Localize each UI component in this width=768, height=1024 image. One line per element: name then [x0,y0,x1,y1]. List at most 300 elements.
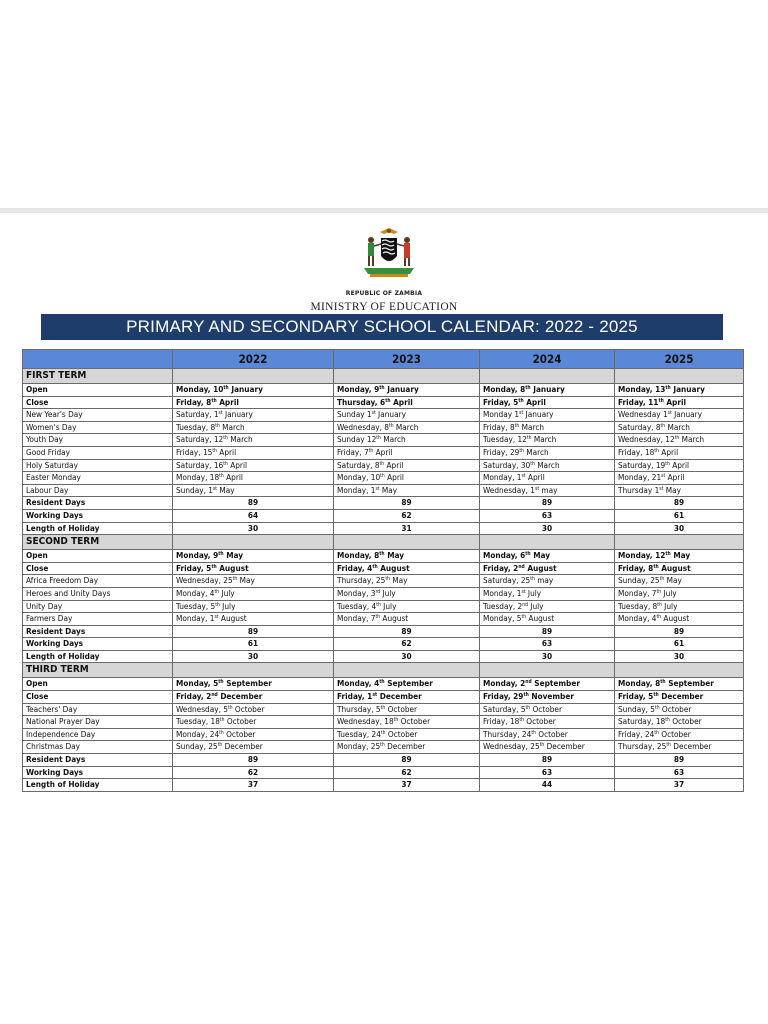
ordinal-suffix: th [211,563,217,570]
cell-text: 30 [401,650,412,661]
ordinal-suffix: th [523,692,529,699]
cell-text: Thursday, 5 [337,703,381,714]
cell-text: December [377,691,422,702]
cell-text: 31 [401,522,412,533]
date-cell [615,434,744,447]
date-cell [480,703,615,716]
cell-text: Tuesday, 8 [176,421,216,432]
cell-text: 89 [247,754,259,765]
date-cell [480,728,615,741]
cell-text: October [669,716,702,727]
cell-text: 89 [541,625,553,636]
cell-text: Wednesday, 25 [176,575,233,586]
date-cell [334,434,480,447]
ordinal-suffix: th [526,435,532,442]
page-divider [0,208,768,213]
date-cell [334,409,480,422]
date-cell [334,754,480,767]
date-cell [173,779,334,792]
cell-text: Monday, 4 [337,678,380,689]
cell-text: April [216,396,239,407]
term-heading-blank [334,535,480,550]
date-cell [334,421,480,434]
date-cell [615,613,744,626]
cell-text: Saturday, 1 [176,409,219,420]
date-cell [615,509,744,522]
row-label: Teachers' Day [23,703,173,716]
ordinal-suffix: st [372,692,378,699]
date-cell [173,703,334,716]
year-header: 2022 [173,350,334,369]
ordinal-suffix: th [530,576,535,583]
cell-text: August [218,613,247,624]
table-row [23,421,744,434]
table-row [23,434,744,447]
ordinal-suffix: th [653,692,659,699]
date-cell [334,600,480,613]
date-cell [615,766,744,779]
term-heading-row [23,663,744,678]
cell-text: October [659,703,692,714]
date-cell [615,562,744,575]
cell-text: 62 [247,766,259,777]
date-cell [615,716,744,729]
ordinal-suffix: nd [211,692,218,699]
date-cell [615,600,744,613]
row-label: Unity Day [23,600,173,613]
cell-text: Thursday, 25 [337,575,386,586]
cell-text: 37 [673,779,685,790]
cell-text: Sunday 1 [337,409,372,420]
cell-text: Friday, 5 [176,562,212,573]
cell-text: July [219,587,235,598]
cell-text: August [380,613,409,624]
table-row [23,550,744,563]
term-heading-blank [173,663,334,678]
cell-text: 30 [673,650,685,661]
ordinal-suffix: th [665,385,671,391]
cell-text: Sunday, 25 [176,741,218,752]
date-cell [334,562,480,575]
date-cell [615,446,744,459]
cell-text: Monday, 3 [337,587,376,598]
ordinal-suffix: st [521,473,526,480]
ordinal-suffix: th [219,717,225,724]
ordinal-suffix: th [223,435,228,442]
table-row [23,766,744,779]
ordinal-suffix: th [654,704,660,711]
cell-text: April [669,459,690,470]
cell-text: July [661,587,677,598]
cell-text: Monday, 2 [483,678,526,689]
cell-text: May [670,550,691,561]
cell-text: Sunday 12 [337,434,377,445]
cell-text: Thursday 1 [618,484,660,495]
cell-text: Friday, 5 [618,691,654,702]
school-calendar-table [22,349,744,792]
date-cell [480,678,615,691]
coat-of-arms-icon [358,226,420,288]
header-blank-cell [23,350,173,369]
row-label: Open [23,550,173,563]
date-cell [334,484,480,497]
ordinal-suffix: th [666,742,671,749]
date-cell [480,550,615,563]
row-label: Christmas Day [23,741,173,754]
cell-text: April [665,472,685,483]
ordinal-suffix: th [656,588,662,595]
cell-text: Monday, 6 [483,550,526,561]
date-cell [334,625,480,638]
row-label: Farmers Day [23,613,173,626]
cell-text: Monday, 10 [176,384,224,394]
cell-text: April [216,446,237,457]
cell-text: December [544,741,585,752]
date-cell [334,509,480,522]
cell-text: October [223,728,256,739]
cell-text: Friday, 5 [483,396,519,407]
ordinal-suffix: th [660,422,666,429]
cell-text: April [227,459,248,470]
ordinal-suffix: th [379,385,385,391]
ordinal-suffix: nd [518,563,525,570]
term-heading-blank [615,663,744,678]
cell-text: 89 [541,497,553,508]
cell-text: Monday, 21 [618,472,662,483]
cell-text: 30 [541,522,553,533]
ordinal-suffix: th [215,422,220,429]
table-row [23,384,744,397]
cell-text: Monday, 1 [483,472,522,483]
date-cell [480,741,615,754]
cell-text: Monday, 13 [618,384,666,394]
cell-text: May [217,484,235,495]
ordinal-suffix: nd [522,601,528,608]
cell-text: March [393,421,419,432]
year-header: 2025 [615,350,744,369]
cell-text: May [379,484,398,495]
cell-text: September [384,678,433,689]
cell-text: Friday, 1 [337,691,373,702]
ordinal-suffix: th [525,551,531,558]
ordinal-suffix: th [375,614,381,621]
ordinal-suffix: th [665,551,671,558]
ministry-name: MINISTRY OF EDUCATION [310,301,458,313]
date-cell [480,716,615,729]
row-label: Working Days [23,638,173,651]
cell-text: Friday, 2 [176,691,212,702]
term-heading: SECOND TERM [23,535,173,550]
ordinal-suffix: st [667,410,672,417]
cell-text: 30 [673,522,685,533]
cell-text: 89 [541,754,553,765]
cell-text: April [223,472,243,483]
cell-text: October [385,728,418,739]
cell-text: December [670,741,712,752]
date-cell [334,575,480,588]
cell-text: January [222,409,253,420]
ordinal-suffix: th [372,563,378,570]
date-cell [615,638,744,651]
ordinal-suffix: th [223,385,229,391]
row-label: Open [23,678,173,691]
ordinal-suffix: th [525,385,531,391]
cell-text: Monday, 7 [618,587,657,598]
table-row [23,497,744,510]
date-cell [173,459,334,472]
ordinal-suffix: th [656,614,662,621]
ordinal-suffix: th [376,601,381,608]
cell-text: Monday, 9 [337,384,380,394]
cell-text: August [216,562,249,573]
table-row [23,625,744,638]
cell-text: Wednesday, 8 [337,421,389,432]
cell-text: Wednesday, 12 [618,434,675,445]
date-cell [173,421,334,434]
date-cell [173,600,334,613]
ordinal-suffix: th [674,435,680,442]
date-cell [173,484,334,497]
cell-text: 62 [401,509,412,520]
cell-text: Monday, 18 [176,472,220,483]
date-cell [480,691,615,704]
row-label: Close [23,396,173,409]
term-heading-row [23,369,744,384]
cell-text: 63 [541,766,553,777]
term-heading-blank [334,663,480,678]
table-row [23,703,744,716]
cell-text: Friday, 18 [618,446,655,457]
date-cell [615,691,744,704]
ordinal-suffix: th [217,742,223,749]
row-label: Length of Holiday [23,522,173,535]
date-cell [334,766,480,779]
date-cell [480,625,615,638]
date-cell [334,522,480,535]
cell-text: October [232,703,265,714]
table-row [23,678,744,691]
table-row [23,600,744,613]
ordinal-suffix: th [211,397,217,404]
ordinal-suffix: th [519,447,524,454]
date-cell [480,575,615,588]
date-cell [480,522,615,535]
cell-text: March [665,421,690,432]
term-heading-blank [173,369,334,384]
cell-text: December [222,741,263,752]
date-cell [173,638,334,651]
date-cell [173,396,334,409]
date-cell [615,497,744,510]
table-row [23,472,744,485]
ordinal-suffix: th [388,422,394,429]
date-cell [173,691,334,704]
cell-text: 30 [541,650,553,661]
cell-text: 64 [247,509,259,520]
row-label: Resident Days [23,754,173,767]
cell-text: Friday, 7 [337,446,369,457]
cell-text: October [658,728,691,739]
cell-text: Friday, 29 [483,446,520,457]
cell-text: Friday, 4 [337,562,373,573]
table-row [23,741,744,754]
ordinal-suffix: st [218,410,223,417]
cell-text: October [398,716,431,727]
ordinal-suffix: th [380,742,385,749]
cell-text: April [373,446,393,457]
cell-text: July [219,600,236,611]
date-cell [173,509,334,522]
cell-text: January [228,384,263,394]
date-cell [173,409,334,422]
ordinal-suffix: th [214,588,220,595]
cell-text: January [670,384,705,394]
date-cell [615,728,744,741]
date-cell [480,409,615,422]
cell-text: January [523,409,554,420]
date-cell [480,766,615,779]
ordinal-suffix: th [530,460,535,467]
cell-text: Friday, 29 [483,691,524,702]
ordinal-suffix: th [215,601,220,608]
table-row [23,484,744,497]
row-label: Working Days [23,509,173,522]
date-cell [173,766,334,779]
ordinal-suffix: th [219,473,224,480]
cell-text: July [527,600,544,611]
cell-text: November [528,691,574,702]
date-cell [334,716,480,729]
cell-text: 89 [673,754,685,765]
ordinal-suffix: th [368,447,374,454]
ordinal-suffix: th [393,717,399,724]
cell-text: Monday, 25 [337,741,381,752]
ordinal-suffix: th [227,704,233,711]
table-row [23,779,744,792]
cell-text: Friday, 8 [618,562,654,573]
cell-text: Monday, 4 [176,587,215,598]
cell-text: April [663,396,687,407]
date-cell [615,703,744,716]
date-cell [480,472,615,485]
date-cell [173,522,334,535]
cell-text: Tuesday, 4 [337,600,377,611]
term-heading-blank [334,369,480,384]
date-cell [480,587,615,600]
cell-text: Monday, 1 [483,587,522,598]
cell-text: January [671,409,703,420]
cell-text: August [658,562,691,573]
term-heading-blank [480,369,615,384]
cell-text: Monday, 5 [176,678,219,689]
term-heading: FIRST TERM [23,369,173,384]
cell-text: January [375,409,406,420]
date-cell [173,678,334,691]
cell-text: Monday, 12 [618,550,666,561]
row-label: Resident Days [23,497,173,510]
cell-text: Tuesday, 24 [337,728,381,739]
row-label: Heroes and Unity Days [23,587,173,600]
date-cell [480,384,615,397]
ordinal-suffix: st [521,588,526,595]
ordinal-suffix: th [659,576,665,583]
date-cell [334,691,480,704]
cell-text: August [661,613,690,624]
cell-text: Tuesday, 2 [483,600,523,611]
cell-text: March [219,421,245,432]
cell-text: July [380,600,397,611]
date-cell [615,384,744,397]
cell-text: Monday, 7 [337,613,376,624]
cell-text: Wednesday, 1 [483,484,535,495]
term-heading-blank [615,369,744,384]
table-row [23,562,744,575]
cell-text: May [389,575,408,586]
calendar-title: PRIMARY AND SECONDARY SCHOOL CALENDAR: 2022 - 2025 [41,314,723,340]
cell-text: March [534,459,560,470]
date-cell [480,779,615,792]
cell-text: Wednesday, 25 [483,741,540,752]
cell-text: April [523,396,546,407]
cell-text: March [523,446,549,457]
row-label: Working Days [23,766,173,779]
cell-text: January [530,384,565,394]
row-label: Youth Day [23,434,173,447]
crest-caption: REPUBLIC OF ZAMBIA [345,290,423,297]
ordinal-suffix: th [218,551,224,558]
cell-text: Tuesday, 5 [176,600,216,611]
row-label: Length of Holiday [23,650,173,663]
row-label: Open [23,384,173,397]
table-row [23,509,744,522]
cell-text: October [530,703,562,714]
ordinal-suffix: st [214,614,219,621]
row-label: New Year's Day [23,409,173,422]
cell-text: April [658,446,679,457]
date-cell [334,446,480,459]
cell-text: 62 [401,766,412,777]
ordinal-suffix: th [380,704,386,711]
term-heading-row [23,535,744,550]
row-label: Independence Day [23,728,173,741]
cell-text: September [223,678,272,689]
date-cell [173,650,334,663]
ordinal-suffix: th [212,447,217,454]
cell-text: Saturday, 12 [176,434,224,445]
blank-top-area [0,0,768,208]
cell-text: Saturday, 30 [483,459,531,470]
date-cell [615,650,744,663]
cell-text: Monday, 9 [176,550,219,561]
ordinal-suffix: th [539,742,545,749]
cell-text: May [223,550,244,561]
cell-text: 61 [673,509,685,520]
date-cell [480,613,615,626]
date-cell [615,625,744,638]
cell-text: April [390,396,413,407]
table-row [23,638,744,651]
cell-text: Monday, 24 [176,728,220,739]
cell-text: December [217,691,263,702]
cell-text: Monday, 8 [483,384,526,394]
cell-text: Monday, 5 [483,613,522,624]
date-cell [173,434,334,447]
cell-text: October [523,716,556,727]
date-cell [334,384,480,397]
table-row [23,728,744,741]
table-row [23,587,744,600]
date-cell [615,421,744,434]
